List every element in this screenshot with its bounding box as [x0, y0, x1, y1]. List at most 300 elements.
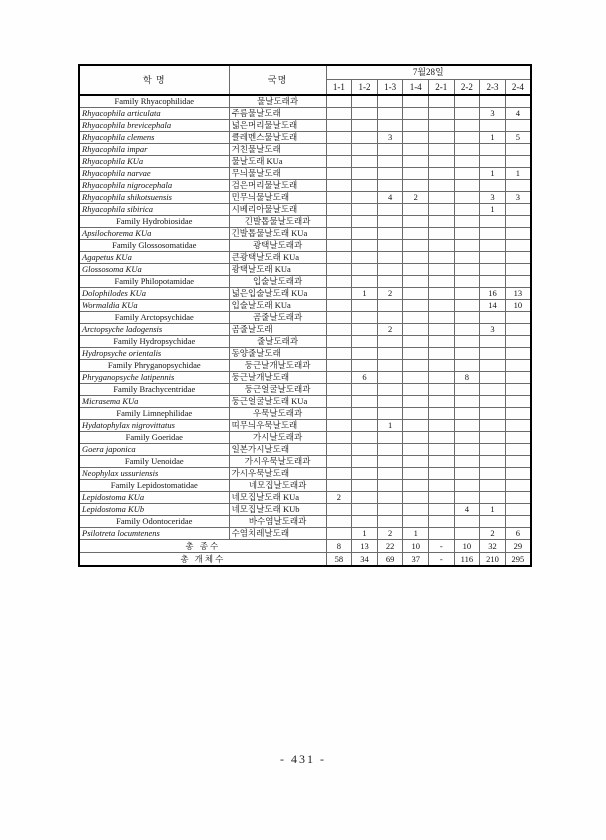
- count-cell: [403, 372, 429, 384]
- count-cell: [480, 480, 506, 492]
- count-cell: [326, 336, 352, 348]
- count-cell: [505, 516, 531, 528]
- count-cell: 4: [454, 504, 480, 516]
- count-cell: [403, 516, 429, 528]
- count-cell: [454, 480, 480, 492]
- count-cell: [480, 180, 506, 192]
- count-cell: 2: [403, 192, 429, 204]
- count-cell: [505, 228, 531, 240]
- count-cell: [454, 156, 480, 168]
- count-cell: [480, 252, 506, 264]
- count-cell: [454, 360, 480, 372]
- count-cell: [326, 312, 352, 324]
- scientific-name-cell: Family Limnephilidae: [79, 408, 229, 420]
- count-cell: [326, 120, 352, 132]
- table-row: [79, 288, 531, 300]
- count-cell: [454, 288, 480, 300]
- count-cell: [505, 252, 531, 264]
- korean-name-cell: 긴발톱물날도래 KUa: [229, 228, 326, 240]
- header-survey-date: 7월28일: [326, 65, 531, 80]
- count-cell: [428, 192, 454, 204]
- count-cell: [326, 504, 352, 516]
- count-cell: [326, 384, 352, 396]
- count-cell: [326, 216, 352, 228]
- count-cell: [326, 288, 352, 300]
- count-cell: [454, 420, 480, 432]
- count-cell: [505, 468, 531, 480]
- count-cell: [454, 216, 480, 228]
- totals-count-cell: -: [428, 540, 454, 553]
- scientific-name-cell: Rhyacophila articulata: [79, 108, 229, 120]
- count-cell: [403, 276, 429, 288]
- count-cell: [454, 204, 480, 216]
- count-cell: [480, 120, 506, 132]
- totals-count-cell: -: [428, 553, 454, 567]
- korean-name-cell: 클레멘스물날도래: [229, 132, 326, 144]
- korean-name-cell: 동양줄날도래: [229, 348, 326, 360]
- count-cell: [428, 312, 454, 324]
- count-cell: [352, 432, 378, 444]
- table-row: [79, 432, 531, 444]
- count-cell: [428, 264, 454, 276]
- count-cell: [505, 95, 531, 108]
- totals-count-cell: 210: [480, 553, 506, 567]
- count-cell: [352, 228, 378, 240]
- count-cell: 16: [480, 288, 506, 300]
- count-cell: [403, 312, 429, 324]
- count-cell: [480, 396, 506, 408]
- count-cell: 3: [480, 192, 506, 204]
- korean-name-cell: 수염치레날도래: [229, 528, 326, 540]
- count-cell: [403, 480, 429, 492]
- count-cell: [352, 456, 378, 468]
- count-cell: [403, 468, 429, 480]
- scientific-name-cell: Family Glossosomatidae: [79, 240, 229, 252]
- korean-name-cell: 곰줄날도래: [229, 324, 326, 336]
- count-cell: [403, 324, 429, 336]
- count-cell: [505, 276, 531, 288]
- count-cell: [505, 456, 531, 468]
- count-cell: [454, 348, 480, 360]
- count-cell: [377, 168, 403, 180]
- count-cell: [480, 384, 506, 396]
- totals-label-cell: 총 개체수: [79, 553, 326, 567]
- scientific-name-cell: Micrasema KUa: [79, 396, 229, 408]
- count-cell: [326, 480, 352, 492]
- count-cell: [505, 396, 531, 408]
- count-cell: 2: [377, 288, 403, 300]
- count-cell: [326, 348, 352, 360]
- scientific-name-cell: Phryganopsyche latipennis: [79, 372, 229, 384]
- count-cell: [403, 264, 429, 276]
- count-cell: [377, 180, 403, 192]
- scientific-name-cell: Hydatophylax nigrovittatus: [79, 420, 229, 432]
- header-site-column: 2-1: [428, 80, 454, 96]
- count-cell: [505, 420, 531, 432]
- count-cell: [428, 444, 454, 456]
- count-cell: [428, 180, 454, 192]
- korean-name-cell: 민무늬물날도래: [229, 192, 326, 204]
- count-cell: [480, 408, 506, 420]
- korean-name-cell: 시베리아물날도래: [229, 204, 326, 216]
- count-cell: [428, 216, 454, 228]
- count-cell: [428, 432, 454, 444]
- korean-name-cell: 바수염날도래과: [229, 516, 326, 528]
- count-cell: [326, 528, 352, 540]
- count-cell: [480, 432, 506, 444]
- table-row: [79, 444, 531, 456]
- count-cell: [326, 180, 352, 192]
- count-cell: [454, 180, 480, 192]
- count-cell: [428, 228, 454, 240]
- count-cell: [428, 528, 454, 540]
- count-cell: [480, 492, 506, 504]
- korean-name-cell: 넓은머리물날도래: [229, 120, 326, 132]
- count-cell: [352, 252, 378, 264]
- count-cell: [377, 240, 403, 252]
- korean-name-cell: 곰줄날도래과: [229, 312, 326, 324]
- count-cell: [326, 444, 352, 456]
- count-cell: [377, 276, 403, 288]
- korean-name-cell: 네모집날도래 KUa: [229, 492, 326, 504]
- table-row: [79, 528, 531, 540]
- count-cell: [326, 108, 352, 120]
- count-cell: [352, 180, 378, 192]
- table-row: [79, 252, 531, 264]
- count-cell: [377, 228, 403, 240]
- table-row: [79, 408, 531, 420]
- count-cell: [352, 144, 378, 156]
- count-cell: [326, 264, 352, 276]
- count-cell: [326, 204, 352, 216]
- totals-count-cell: 10: [403, 540, 429, 553]
- count-cell: 1: [352, 528, 378, 540]
- totals-row: [79, 553, 531, 567]
- header-site-column: 1-2: [352, 80, 378, 96]
- korean-name-cell: 광택날도래 KUa: [229, 264, 326, 276]
- count-cell: 1: [480, 204, 506, 216]
- count-cell: [428, 144, 454, 156]
- count-cell: [454, 252, 480, 264]
- count-cell: [454, 192, 480, 204]
- table-row: [79, 312, 531, 324]
- count-cell: [480, 144, 506, 156]
- table-row: [79, 228, 531, 240]
- count-cell: [480, 240, 506, 252]
- totals-label-cell: 총 종수: [79, 540, 326, 553]
- count-cell: [403, 216, 429, 228]
- count-cell: [352, 95, 378, 108]
- count-cell: [428, 480, 454, 492]
- table-row: [79, 456, 531, 468]
- count-cell: [505, 156, 531, 168]
- table-header: [79, 65, 531, 95]
- totals-count-cell: 32: [480, 540, 506, 553]
- count-cell: [377, 108, 403, 120]
- totals-count-cell: 34: [352, 553, 378, 567]
- count-cell: [428, 348, 454, 360]
- scientific-name-cell: Family Philopotamidae: [79, 276, 229, 288]
- page-number: - 431 -: [280, 752, 326, 766]
- count-cell: [352, 324, 378, 336]
- count-cell: [403, 348, 429, 360]
- scientific-name-cell: Rhyacophila sibirica: [79, 204, 229, 216]
- count-cell: [377, 300, 403, 312]
- count-cell: [377, 444, 403, 456]
- count-cell: [428, 120, 454, 132]
- count-cell: [352, 396, 378, 408]
- count-cell: [480, 516, 506, 528]
- count-cell: [326, 192, 352, 204]
- species-survey-table: [78, 64, 532, 567]
- table-row: [79, 264, 531, 276]
- count-cell: [428, 456, 454, 468]
- table-row: [79, 300, 531, 312]
- table-row: [79, 360, 531, 372]
- count-cell: [352, 192, 378, 204]
- count-cell: [454, 108, 480, 120]
- count-cell: [505, 444, 531, 456]
- count-cell: 8: [454, 372, 480, 384]
- scientific-name-cell: Family Hydropsychidae: [79, 336, 229, 348]
- count-cell: [377, 480, 403, 492]
- count-cell: [480, 228, 506, 240]
- table-row: [79, 216, 531, 228]
- count-cell: [403, 204, 429, 216]
- totals-count-cell: 69: [377, 553, 403, 567]
- scientific-name-cell: Agapetus KUa: [79, 252, 229, 264]
- count-cell: [403, 240, 429, 252]
- totals-count-cell: 58: [326, 553, 352, 567]
- count-cell: 4: [505, 108, 531, 120]
- table-row: [79, 276, 531, 288]
- table-row: [79, 240, 531, 252]
- count-cell: [352, 516, 378, 528]
- count-cell: [377, 252, 403, 264]
- count-cell: [326, 372, 352, 384]
- count-cell: 14: [480, 300, 506, 312]
- count-cell: [505, 240, 531, 252]
- scientific-name-cell: Family Odontoceridae: [79, 516, 229, 528]
- scientific-name-cell: Goera japonica: [79, 444, 229, 456]
- count-cell: [326, 468, 352, 480]
- count-cell: [428, 336, 454, 348]
- korean-name-cell: 가시우묵날도래과: [229, 456, 326, 468]
- count-cell: [403, 396, 429, 408]
- header-site-column: 2-3: [480, 80, 506, 96]
- count-cell: 13: [505, 288, 531, 300]
- scientific-name-cell: Rhyacophila shikotsuensis: [79, 192, 229, 204]
- count-cell: [377, 120, 403, 132]
- scientific-name-cell: Rhyacophila narvae: [79, 168, 229, 180]
- scientific-name-cell: Rhyacophila impar: [79, 144, 229, 156]
- korean-name-cell: 큰광택날도래 KUa: [229, 252, 326, 264]
- count-cell: [505, 504, 531, 516]
- count-cell: [352, 336, 378, 348]
- table-row: [79, 192, 531, 204]
- count-cell: [377, 144, 403, 156]
- scientific-name-cell: Lepidostoma KUb: [79, 504, 229, 516]
- count-cell: [403, 120, 429, 132]
- count-cell: 6: [505, 528, 531, 540]
- count-cell: [505, 144, 531, 156]
- count-cell: [505, 336, 531, 348]
- count-cell: [480, 420, 506, 432]
- count-cell: [480, 264, 506, 276]
- count-cell: [505, 360, 531, 372]
- count-cell: [454, 144, 480, 156]
- scientific-name-cell: Family Goeridae: [79, 432, 229, 444]
- count-cell: [454, 132, 480, 144]
- table-row: [79, 324, 531, 336]
- scientific-name-cell: Rhyacophila brevicephala: [79, 120, 229, 132]
- count-cell: [352, 348, 378, 360]
- count-cell: 3: [505, 192, 531, 204]
- count-cell: [377, 312, 403, 324]
- korean-name-cell: 둥근날개날도래과: [229, 360, 326, 372]
- count-cell: [403, 360, 429, 372]
- count-cell: [454, 276, 480, 288]
- scientific-name-cell: Rhyacophila KUa: [79, 156, 229, 168]
- count-cell: [480, 156, 506, 168]
- count-cell: 3: [377, 132, 403, 144]
- count-cell: [428, 324, 454, 336]
- count-cell: [505, 264, 531, 276]
- count-cell: [403, 456, 429, 468]
- count-cell: [428, 204, 454, 216]
- count-cell: [505, 180, 531, 192]
- count-cell: [352, 480, 378, 492]
- count-cell: [326, 240, 352, 252]
- count-cell: [326, 144, 352, 156]
- scientific-name-cell: Glossosoma KUa: [79, 264, 229, 276]
- count-cell: [352, 108, 378, 120]
- count-cell: 4: [377, 192, 403, 204]
- count-cell: [326, 396, 352, 408]
- korean-name-cell: 네모집날도래 KUb: [229, 504, 326, 516]
- count-cell: [352, 204, 378, 216]
- korean-name-cell: 둥근얼굴날도래 KUa: [229, 396, 326, 408]
- count-cell: [352, 156, 378, 168]
- count-cell: [505, 204, 531, 216]
- count-cell: [403, 132, 429, 144]
- count-cell: 1: [377, 420, 403, 432]
- count-cell: [352, 312, 378, 324]
- scientific-name-cell: Rhyacophila nigrocephala: [79, 180, 229, 192]
- count-cell: [428, 384, 454, 396]
- count-cell: [352, 132, 378, 144]
- count-cell: [454, 528, 480, 540]
- count-cell: [428, 468, 454, 480]
- count-cell: [480, 468, 506, 480]
- count-cell: [428, 516, 454, 528]
- totals-count-cell: 8: [326, 540, 352, 553]
- scientific-name-cell: Neophylax ussuriensis: [79, 468, 229, 480]
- count-cell: [352, 420, 378, 432]
- count-cell: [326, 516, 352, 528]
- count-cell: [377, 348, 403, 360]
- count-cell: [377, 204, 403, 216]
- count-cell: [377, 372, 403, 384]
- count-cell: [454, 396, 480, 408]
- count-cell: [480, 216, 506, 228]
- count-cell: [480, 360, 506, 372]
- count-cell: [326, 324, 352, 336]
- count-cell: [377, 396, 403, 408]
- table-row: [79, 468, 531, 480]
- table-row: [79, 492, 531, 504]
- count-cell: [428, 108, 454, 120]
- scientific-name-cell: Family Rhyacophilidae: [79, 95, 229, 108]
- count-cell: [403, 432, 429, 444]
- count-cell: 3: [480, 324, 506, 336]
- scientific-name-cell: Family Phryganopsychidae: [79, 360, 229, 372]
- count-cell: [377, 432, 403, 444]
- count-cell: [403, 144, 429, 156]
- count-cell: [326, 168, 352, 180]
- count-cell: [480, 276, 506, 288]
- count-cell: [480, 456, 506, 468]
- count-cell: [326, 420, 352, 432]
- count-cell: [403, 228, 429, 240]
- scientific-name-cell: Rhyacophila clemens: [79, 132, 229, 144]
- scientific-name-cell: Lepidostoma KUa: [79, 492, 229, 504]
- count-cell: [428, 252, 454, 264]
- totals-count-cell: 37: [403, 553, 429, 567]
- count-cell: [428, 168, 454, 180]
- count-cell: [403, 504, 429, 516]
- korean-name-cell: 물날도래과: [229, 95, 326, 108]
- count-cell: [454, 516, 480, 528]
- count-cell: [505, 372, 531, 384]
- scientific-name-cell: Dolophilodes KUa: [79, 288, 229, 300]
- count-cell: 1: [480, 168, 506, 180]
- header-korean-name: 국명: [229, 65, 326, 95]
- scientific-name-cell: Wormaldia KUa: [79, 300, 229, 312]
- count-cell: 2: [377, 324, 403, 336]
- scientific-name-cell: Family Arctopsychidae: [79, 312, 229, 324]
- table-row: [79, 156, 531, 168]
- count-cell: [428, 156, 454, 168]
- count-cell: [326, 300, 352, 312]
- korean-name-cell: 넓은입술날도래 KUa: [229, 288, 326, 300]
- count-cell: [428, 132, 454, 144]
- count-cell: [377, 216, 403, 228]
- count-cell: [505, 312, 531, 324]
- table-row: [79, 372, 531, 384]
- korean-name-cell: 둥근얼굴날도래과: [229, 384, 326, 396]
- count-cell: [454, 95, 480, 108]
- count-cell: [403, 180, 429, 192]
- count-cell: [454, 468, 480, 480]
- count-cell: [352, 360, 378, 372]
- count-cell: [352, 444, 378, 456]
- count-cell: [352, 492, 378, 504]
- count-cell: [505, 324, 531, 336]
- table-row: [79, 168, 531, 180]
- count-cell: [428, 504, 454, 516]
- scientific-name-cell: Arctopsyche ladogensis: [79, 324, 229, 336]
- count-cell: [352, 384, 378, 396]
- korean-name-cell: 일본가시날도래: [229, 444, 326, 456]
- korean-name-cell: 주름물날도래: [229, 108, 326, 120]
- count-cell: [377, 504, 403, 516]
- korean-name-cell: 입술날도래과: [229, 276, 326, 288]
- header-site-column: 1-4: [403, 80, 429, 96]
- count-cell: [377, 95, 403, 108]
- count-cell: 1: [352, 288, 378, 300]
- totals-count-cell: 10: [454, 540, 480, 553]
